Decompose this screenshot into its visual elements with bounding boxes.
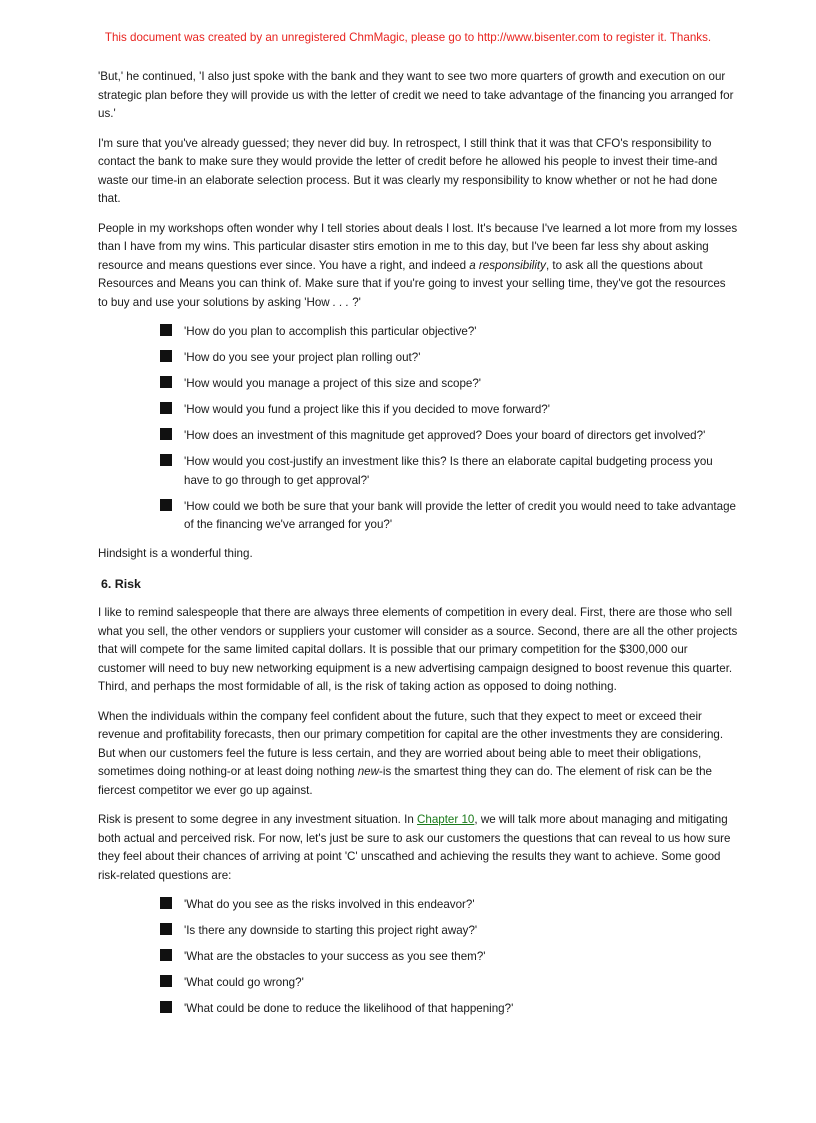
list-item-text: 'How would you manage a project of this size and scope?' [184,377,482,390]
list-item [160,974,738,993]
paragraph-risk-present [98,811,738,885]
bullet-square-icon [160,350,172,362]
bullet-square-icon [160,923,172,935]
list-item [160,896,738,915]
list-item-text: 'How do you plan to accomplish this particular objective?' [184,325,477,338]
paragraph-workshops [98,220,738,313]
list-item-text: 'What do you see as the risks involved in this endeavor?' [184,898,475,911]
list-item-text: 'What could be done to reduce the likelihood of that happening?' [184,1002,514,1015]
list-item [160,498,738,535]
list-item-text: 'What could go wrong?' [184,976,304,989]
paragraph-bank-quote: 'But,' he continued, 'I also just spoke with the bank and they want to see two more quarters of growth and execution on our strategic plan before they will provide us with the letter of credit we need to take advantage of the financing you arranged for us.' [98,70,734,120]
list-item-text: 'How could we both be sure that your bank will provide the letter of credit you would need to take advantage of the financing we've arranged for you?' [184,499,736,531]
bullet-square-icon [160,324,172,336]
list-item [160,922,738,941]
list-item [160,1000,738,1019]
paragraph-never-bought: I'm sure that you've already guessed; they never did buy. In retrospect, I still think that it was that CFO's responsibility to contact the bank to make sure they would provide the letter of credit before he allowed his people to invest their time-and waste our time-in an elaborate selection process. But it was clearly my responsibility to know whether or not he had done that. [98,136,718,205]
risk-questions-list [98,896,738,1019]
paragraph-confidence-part-1: When the individuals within the company feel confident about the future, such that they expect to meet or exceed their revenue and profitability forecasts, then our primary competition for capital are the other investments they are considering. But when our customers feel the future is less certain, and they are worried about being able to meet their obligations, sometimes doing nothing-or at least doing nothing [98,709,724,778]
list-item [160,948,738,967]
how-questions-list [98,323,738,535]
bullet-square-icon [160,428,172,440]
paragraph-workshops-part-3: ?' [348,295,361,309]
bullet-square-icon [160,975,172,987]
list-item-text: 'How would you fund a project like this if you decided to move forward?' [184,403,550,416]
paragraph-confidence [98,708,738,801]
list-item [160,375,738,394]
chapter-10-link[interactable]: Chapter 10 [417,813,475,826]
list-item-text: 'Is there any downside to starting this project right away?' [184,924,478,937]
list-item-text: 'What are the obstacles to your success as you see them?' [184,950,486,963]
emphasis-new: new [357,765,380,778]
bullet-square-icon [160,499,172,511]
list-item [160,427,738,446]
section-heading-risk: 6. Risk [101,577,141,591]
bullet-square-icon [160,376,172,388]
bullet-square-icon [160,949,172,961]
list-item-text: 'How would you cost-justify an investment like this? Is there an elaborate capital budgeting process you have to go through to get approval?' [184,455,713,487]
list-item-text: 'How do you see your project plan rolling out?' [184,351,421,364]
list-item-text: 'How does an investment of this magnitude get approved? Does your board of directors get involved?' [184,429,706,442]
emphasis-a-responsibility: a responsibility [469,258,546,272]
list-item [160,401,738,420]
bullet-square-icon [160,454,172,466]
document-body [98,68,738,1029]
paragraph-confidence-part-2: -is the smartest thing they can do. The element of risk can be the fiercest competitor we ever go up against. [98,765,712,797]
list-item [160,323,738,342]
paragraph-workshops-part-2: , to ask all the questions about Resources and Means you can think of. Make sure that if you're going to invest your selling time, they've got the resources to buy and use your solutions by asking 'How [98,258,726,309]
paragraph-competition: I like to remind salespeople that there are always three elements of competition in every deal. First, there are those who sell what you sell, the other vendors or suppliers your customer will consider as a source. Second, there are all the other projects that will compete for the same limited capital dollars. It is possible that our primary competition for the $300,000 our customer will need to buy new networking equipment is a new advertising campaign designed to boost revenue this quarter. Third, and perhaps the most formidable of all, is the risk of taking action as opposed to doing nothing. [98,606,738,693]
list-item [160,349,738,368]
emphasis-ellipsis: . . . [332,295,349,309]
bullet-square-icon [160,1001,172,1013]
bullet-square-icon [160,402,172,414]
list-item [160,453,738,490]
bullet-square-icon [160,897,172,909]
paragraph-workshops-part-1: People in my workshops often wonder why I tell stories about deals I lost. It's because I've learned a lot more from my losses than I have from my wins. This particular disaster stirs emotion in me to this day, but I've been far less shy about asking resource and means questions ever since. You have a right, and indeed [98,221,738,272]
paragraph-risk-part-2: , we will talk more about managing and mitigating both actual and perceived risk. For now, let's just be sure to ask our customers the questions that can reveal to us how sure they feel about their chances of arriving at point 'C' unscathed and achieving the results they want to achieve. Some good risk-related questions are: [98,813,731,882]
paragraph-hindsight: Hindsight is a wonderful thing. [98,546,253,560]
unregistered-watermark: This document was created by an unregistered ChmMagic, please go to http://www.bisenter.com to register it. Thanks. [104,31,712,44]
paragraph-risk-part-1: Risk is present to some degree in any investment situation. In [98,813,417,826]
